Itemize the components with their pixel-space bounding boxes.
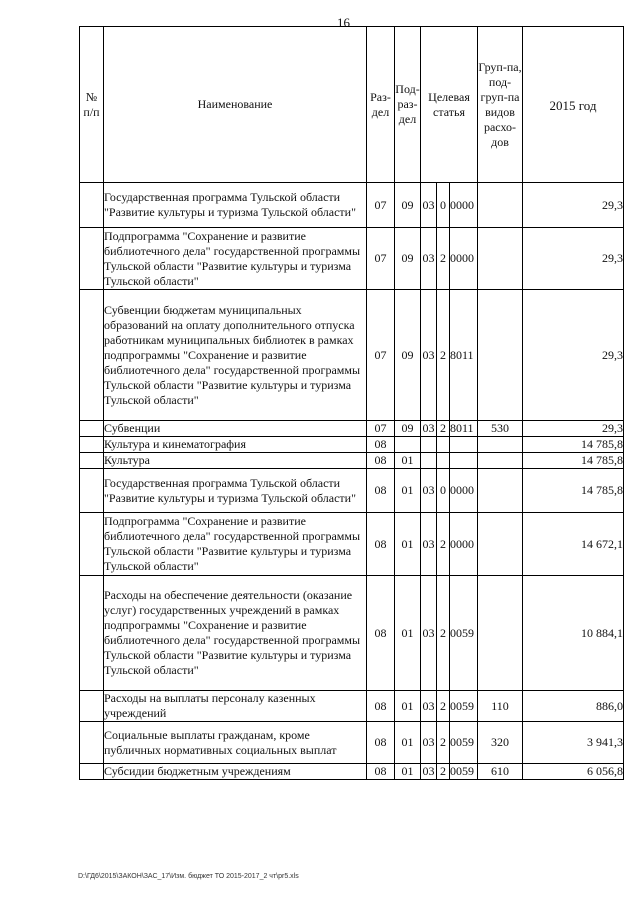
row-amount-cell: 29,3: [523, 228, 624, 290]
row-target-code-cell: 8011: [450, 290, 478, 421]
row-group-cell: [478, 453, 523, 469]
row-amount-cell: 14 672,1: [523, 513, 624, 576]
row-target-code-cell: 0000: [450, 183, 478, 228]
row-amount-cell: 29,3: [523, 290, 624, 421]
row-num-cell: [80, 513, 104, 576]
row-target-program-cell: 03: [421, 513, 437, 576]
table-row: [80, 183, 624, 228]
row-section-cell: 08: [367, 453, 395, 469]
row-target-program-cell: 03: [421, 183, 437, 228]
row-section-cell: 07: [367, 290, 395, 421]
table-row: [80, 764, 624, 780]
row-num-cell: [80, 437, 104, 453]
row-num-cell: [80, 722, 104, 764]
row-name-cell: Государственная программа Тульской области "Развитие культуры и туризма Тульской области": [104, 183, 367, 228]
row-group-cell: 610: [478, 764, 523, 780]
row-amount-cell: 14 785,8: [523, 453, 624, 469]
row-target-program-cell: 03: [421, 290, 437, 421]
table-row: [80, 691, 624, 722]
table-row: [80, 437, 624, 453]
row-subsection-cell: 01: [395, 469, 421, 513]
row-target-subprogram-cell: 2: [437, 290, 450, 421]
row-name-cell: Культура и кинематография: [104, 437, 367, 453]
row-section-cell: 07: [367, 183, 395, 228]
row-target-subprogram-cell: 2: [437, 421, 450, 437]
row-target-program-cell: 03: [421, 691, 437, 722]
header-group: Груп-па, под-груп-па видов расхо-дов: [478, 27, 523, 183]
row-num-cell: [80, 764, 104, 780]
row-group-cell: [478, 183, 523, 228]
row-section-cell: 08: [367, 576, 395, 691]
row-num-cell: [80, 691, 104, 722]
row-amount-cell: 886,0: [523, 691, 624, 722]
row-target-program-cell: 03: [421, 469, 437, 513]
row-group-cell: [478, 576, 523, 691]
row-target-subprogram-cell: 0: [437, 183, 450, 228]
row-target-code-cell: 8011: [450, 421, 478, 437]
row-target-code-cell: 0059: [450, 764, 478, 780]
row-name-cell: Субвенции: [104, 421, 367, 437]
row-amount-cell: 14 785,8: [523, 469, 624, 513]
row-subsection-cell: 09: [395, 290, 421, 421]
row-num-cell: [80, 453, 104, 469]
row-target-program-cell: [421, 437, 437, 453]
row-target-subprogram-cell: [437, 437, 450, 453]
row-group-cell: [478, 469, 523, 513]
row-target-program-cell: 03: [422, 764, 435, 778]
row-amount-cell: 29,3: [523, 421, 624, 437]
header-num: № п/п: [80, 27, 104, 183]
table-header: [80, 27, 624, 183]
row-amount-cell: 3 941,3: [523, 722, 624, 764]
row-num-cell: [80, 576, 104, 691]
row-num-cell: [80, 228, 104, 290]
row-group-cell: 320: [478, 722, 523, 764]
row-group-cell: [478, 513, 523, 576]
table-row: [80, 228, 624, 290]
row-target-subprogram-cell: 2: [437, 722, 450, 764]
row-target-code-cell: [450, 453, 478, 469]
header-target: Целевая статья: [421, 27, 478, 183]
row-subsection-cell: 01: [395, 453, 421, 469]
row-target-code-cell: 0000: [450, 513, 478, 576]
row-subsection-cell: 01: [395, 764, 421, 780]
row-target-subprogram-cell: 0: [437, 469, 450, 513]
table-row: [80, 469, 624, 513]
table-row: [80, 421, 624, 437]
table-row: [80, 290, 624, 421]
row-section-cell: 08: [367, 691, 395, 722]
row-target-subprogram-cell: 2: [437, 228, 450, 290]
row-num-cell: [80, 183, 104, 228]
row-subsection-cell: 01: [395, 513, 421, 576]
table-row: [80, 722, 624, 764]
table-row: [80, 513, 624, 576]
row-target-subprogram-cell: [437, 453, 450, 469]
row-target-code-cell: 0059: [450, 722, 478, 764]
row-name-cell: Расходы на выплаты персоналу казенных учреждений: [104, 691, 367, 722]
row-target-code-cell: 0059: [450, 691, 478, 722]
row-name-cell: Субвенции бюджетам муниципальных образований на оплату дополнительного отпуска работникам муниципальных библиотек в рамках подпрограммы "Сохранение и развитие библиотечного дела" государственной программы Тульской области "Развитие культуры и туризма Тульской области": [104, 290, 367, 421]
row-name-cell: Государственная программа Тульской области "Развитие культуры и туризма Тульской области": [104, 469, 367, 513]
file-path-footer: D:\ГД6\2015\ЗАКОН\ЗАС_17\Изм. бюджет ТО 2015-2017_2 чт\pr5.xls: [78, 873, 299, 880]
row-amount-cell: 14 785,8: [523, 437, 624, 453]
header-section: Раз-дел: [367, 27, 395, 183]
row-target-code-cell: 0000: [450, 228, 478, 290]
row-num-cell: [80, 469, 104, 513]
row-section-cell: 08: [367, 513, 395, 576]
row-target-program-cell: [421, 453, 437, 469]
row-section-cell: 08: [367, 722, 395, 764]
row-subsection-cell: 09: [395, 183, 421, 228]
row-section-cell: 07: [367, 421, 395, 437]
row-subsection-cell: 01: [395, 691, 421, 722]
row-target-subprogram-cell: 2: [437, 576, 450, 691]
row-name-cell: Субсидии бюджетным учреждениям: [104, 764, 367, 780]
row-name-cell: Социальные выплаты гражданам, кроме публичных нормативных социальных выплат: [104, 722, 367, 764]
row-subsection-cell: 01: [395, 722, 421, 764]
row-target-code-cell: 0059: [450, 576, 478, 691]
row-target-program-cell: 03: [422, 421, 435, 435]
row-num-cell: [80, 290, 104, 421]
row-amount-cell: 10 884,1: [523, 576, 624, 691]
header-year: 2015 год: [523, 27, 624, 183]
row-section-cell: 08: [367, 469, 395, 513]
header-subsection: Под-раз-дел: [395, 27, 421, 183]
row-target-subprogram-cell: 2: [437, 764, 450, 780]
row-subsection-cell: 09: [395, 421, 421, 437]
row-name-cell: Подпрограмма "Сохранение и развитие библиотечного дела" государственной программы Тульской области "Развитие культуры и туризма Тульской области": [104, 228, 367, 290]
row-target-code-cell: [450, 437, 478, 453]
row-target-program-cell: 03: [421, 228, 437, 290]
row-name-cell: Культура: [104, 453, 367, 469]
row-subsection-cell: [395, 437, 421, 453]
row-section-cell: 08: [367, 437, 395, 453]
row-group-cell: [478, 437, 523, 453]
row-section-cell: 07: [367, 228, 395, 290]
table-row: [80, 576, 624, 691]
row-target-subprogram-cell: 2: [437, 691, 450, 722]
row-section-cell: 08: [367, 764, 395, 780]
row-group-cell: 110: [478, 691, 523, 722]
row-name-cell: Расходы на обеспечение деятельности (оказание услуг) государственных учреждений в рамках подпрограммы "Сохранение и развитие библиотечного дела" государственной программы Тульской области "Развитие культуры и туризма Тульской области": [104, 576, 367, 691]
row-target-program-cell: 03: [421, 722, 437, 764]
header-name: Наименование: [104, 27, 367, 183]
table-row: [80, 453, 624, 469]
row-target-program-cell: 03: [421, 576, 437, 691]
row-group-cell: 530: [478, 421, 523, 437]
page-number: 16: [337, 15, 350, 30]
row-num-cell: [80, 421, 104, 437]
row-amount-cell: 6 056,8: [523, 764, 624, 780]
row-target-subprogram-cell: 2: [437, 513, 450, 576]
row-subsection-cell: 09: [395, 228, 421, 290]
row-name-cell: Подпрограмма "Сохранение и развитие библиотечного дела" государственной программы Тульской области "Развитие культуры и туризма Тульской области": [104, 513, 367, 576]
row-subsection-cell: 01: [395, 576, 421, 691]
table-body: [80, 183, 624, 780]
budget-table: [79, 26, 624, 780]
row-target-code-cell: 0000: [450, 469, 478, 513]
row-amount-cell: 29,3: [523, 183, 624, 228]
row-group-cell: [478, 290, 523, 421]
row-group-cell: [478, 228, 523, 290]
